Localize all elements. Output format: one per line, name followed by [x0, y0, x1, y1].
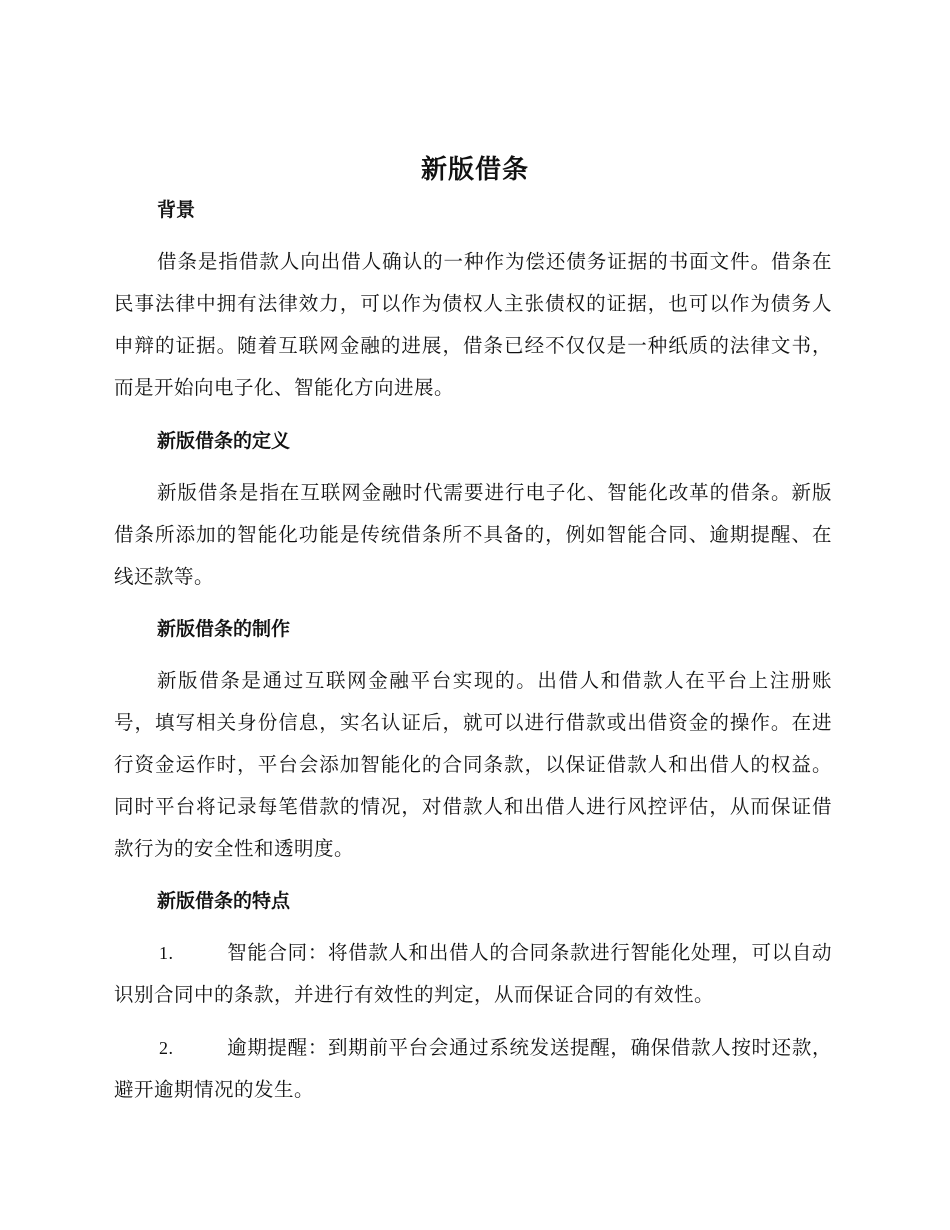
list-item-number: 2.	[159, 1038, 174, 1058]
section-heading-background: 背景	[157, 199, 196, 221]
list-item-text: 逾期提醒：到期前平台会通过系统发送提醒，确保借款人按时还款，避开逾期情况的发生。	[114, 1036, 832, 1101]
section-paragraph-definition: 新版借条是指在互联网金融时代需要进行电子化、智能化改革的借条。新版借条所添加的智能化功能是传统借条所不具备的，例如智能合同、逾期提醒、在线还款等。	[114, 481, 832, 588]
section-paragraph-background: 借条是指借款人向出借人确认的一种作为偿还债务证据的书面文件。借条在民事法律中拥有法律效力，可以作为债权人主张债权的证据，也可以作为债务人申辩的证据。随着互联网金融的进展，借条已经不仅仅是一种纸质的法律文书，而是开始向电子化、智能化方向进展。	[114, 250, 832, 399]
list-item-number: 1.	[159, 943, 174, 963]
document-title: 新版借条	[420, 155, 529, 185]
list-item-text: 智能合同：将借款人和出借人的合同条款进行智能化处理，可以自动识别合同中的条款，并进行有效性的判定，从而保证合同的有效性。	[114, 941, 832, 1006]
section-heading-features: 新版借条的特点	[157, 890, 291, 912]
list-item	[114, 932, 832, 1016]
list-item	[114, 1027, 832, 1111]
section-heading-definition: 新版借条的定义	[157, 430, 291, 452]
section-paragraph-production: 新版借条是通过互联网金融平台实现的。出借人和借款人在平台上注册账号，填写相关身份信息，实名认证后，就可以进行借款或出借资金的操作。在进行资金运作时，平台会添加智能化的合同条款，以保证借款人和出借人的权益。同时平台将记录每笔借款的情况，对借款人和出借人进行风控评估，从而保证借款行为的安全性和透明度。	[114, 669, 832, 860]
section-heading-production: 新版借条的制作	[157, 618, 291, 640]
